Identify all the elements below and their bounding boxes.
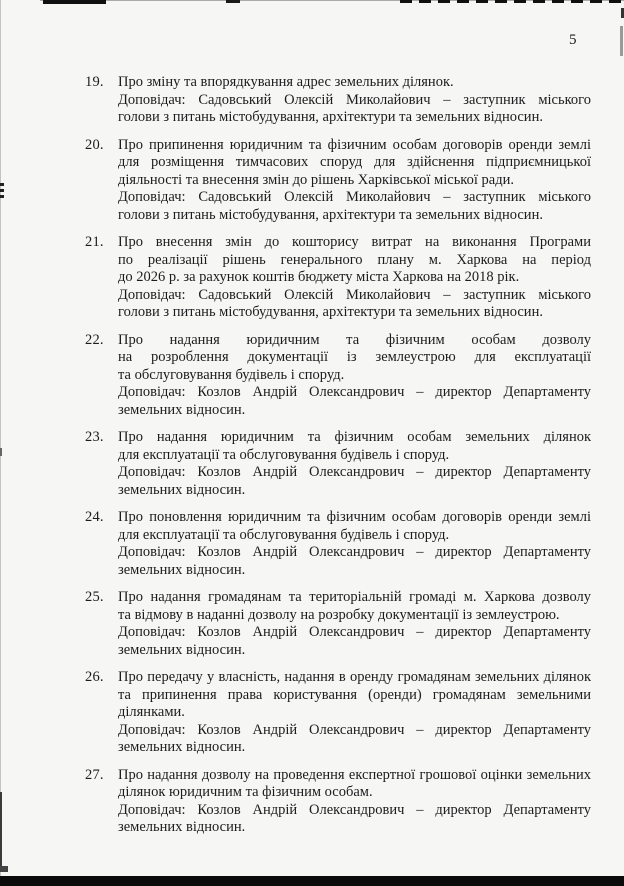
item-text: [118, 669, 591, 757]
text-line: для експлуатації та обслуговування будівель і споруд.: [118, 446, 450, 463]
text-line: ділянками.: [118, 704, 185, 720]
text-line: земельних відносин.: [118, 641, 246, 658]
scan-right-edge-artifact: [620, 26, 623, 56]
item-number: 25.: [85, 589, 104, 605]
item-number: 24.: [85, 509, 104, 525]
text-line: Доповідач: Козлов Андрій Олександрович – директор Департаменту: [118, 801, 591, 818]
agenda-item: [85, 767, 591, 837]
item-text: [118, 332, 591, 420]
item-number: 21.: [85, 234, 104, 250]
scan-left-edge-artifact: [0, 792, 2, 868]
text-line: та обслуговування будівель і споруд.: [118, 366, 345, 383]
text-line: по реалізації рішень генерального плану м. Харкова на період: [118, 251, 591, 268]
item-number: 19.: [85, 74, 104, 90]
text-line: земельних відносин.: [118, 401, 246, 418]
text-line: земельних відносин.: [118, 739, 246, 755]
text-line: до 2026 р. за рахунок коштів бюджету міста Харкова на 2018 рік.: [118, 269, 520, 285]
item-text: [118, 234, 591, 322]
item-number: 27.: [85, 766, 104, 783]
agenda-list: [85, 74, 591, 847]
scan-top-edge-artifact: [40, 0, 624, 1]
scan-top-edge-artifact: [43, 0, 106, 4]
text-line: земельних відносин.: [118, 819, 246, 835]
text-line: для експлуатації та обслуговування будівель і споруд.: [118, 526, 450, 543]
item-number: 20.: [85, 136, 104, 153]
item-text: [118, 74, 591, 127]
text-line: на розроблення документації із землеустрою для експлуатації: [118, 349, 591, 365]
scan-bottom-edge-artifact: [0, 876, 624, 886]
item-number: 26.: [85, 669, 104, 685]
text-line: Доповідач: Козлов Андрій Олександрович – директор Департаменту: [118, 544, 591, 560]
text-line: Про передачу у власність, надання в оренду громадянам земельних ділянок: [118, 669, 591, 685]
text-line: Доповідач: Козлов Андрій Олександрович – директор Департаменту: [118, 721, 591, 738]
text-line: Про надання дозволу на проведення експертної грошової оцінки земельних: [118, 766, 591, 783]
text-line: та відмову в наданні дозволу на розробку документації із землеустрою.: [118, 606, 560, 623]
item-number: 23.: [85, 429, 104, 445]
text-line: Доповідач: Садовський Олексій Миколайович – заступник міського: [118, 286, 591, 303]
text-line: Про надання юридичним та фізичним особам земельних ділянок: [118, 429, 591, 445]
agenda-item: [85, 429, 591, 499]
text-line: Доповідач: Садовський Олексій Миколайович – заступник міського: [118, 91, 591, 108]
text-line: Доповідач: Садовський Олексій Миколайович – заступник міського: [118, 189, 591, 205]
item-text: [118, 767, 591, 837]
agenda-item: [85, 509, 591, 579]
text-line: для розміщення тимчасових споруд для здійснення підприємницької: [118, 154, 591, 170]
page-number: 5: [569, 32, 577, 48]
scan-top-edge-artifact: [400, 0, 624, 3]
scan-left-edge-artifact: [0, 448, 2, 456]
text-line: Доповідач: Козлов Андрій Олександрович – директор Департаменту: [118, 624, 591, 640]
text-line: Про зміну та впорядкування адрес земельних ділянок.: [118, 74, 454, 90]
text-line: Про припинення юридичним та фізичним особам договорів оренди землі: [118, 136, 591, 153]
text-line: Доповідач: Козлов Андрій Олександрович – директор Департаменту: [118, 384, 591, 400]
text-line: Про надання юридичним та фізичним особам дозволу: [118, 331, 591, 348]
agenda-item: [85, 589, 591, 659]
text-line: голови з питань містобудування, архітектури та земельних відносин.: [118, 304, 543, 320]
agenda-item: [85, 669, 591, 757]
item-text: [118, 589, 591, 659]
agenda-item: [85, 137, 591, 225]
text-line: голови з питань містобудування, архітектури та земельних відносин.: [118, 109, 543, 125]
agenda-item: [85, 74, 591, 127]
text-line: ділянок юридичним та фізичним особам.: [118, 784, 373, 800]
scan-left-edge-artifact: [0, 0, 1, 886]
item-number: 22.: [85, 331, 104, 348]
text-line: Про надання громадянам та територіальній громаді м. Харкова дозволу: [118, 589, 591, 605]
item-text: [118, 137, 591, 225]
scan-left-edge-artifact: [0, 183, 4, 199]
item-text: [118, 429, 591, 499]
text-line: Доповідач: Козлов Андрій Олександрович – директор Департаменту: [118, 464, 591, 480]
scan-top-edge-artifact: [226, 0, 240, 3]
agenda-item: [85, 234, 591, 322]
text-line: Про поновлення юридичним та фізичним особам договорів оренди землі: [118, 509, 591, 525]
item-text: [118, 509, 591, 579]
text-line: земельних відносин.: [118, 481, 246, 498]
text-line: земельних відносин.: [118, 561, 246, 578]
scan-bottom-edge-artifact: [0, 866, 8, 872]
agenda-item: [85, 332, 591, 420]
text-line: та припинення права користування (оренди) громадянам земельними: [118, 686, 591, 703]
text-line: голови з питань містобудування, архітектури та земельних відносин.: [118, 206, 543, 223]
text-line: діяльності та внесення змін до рішень Харківської міської ради.: [118, 171, 514, 188]
text-line: Про внесення змін до кошторису витрат на виконання Програми: [118, 234, 591, 250]
